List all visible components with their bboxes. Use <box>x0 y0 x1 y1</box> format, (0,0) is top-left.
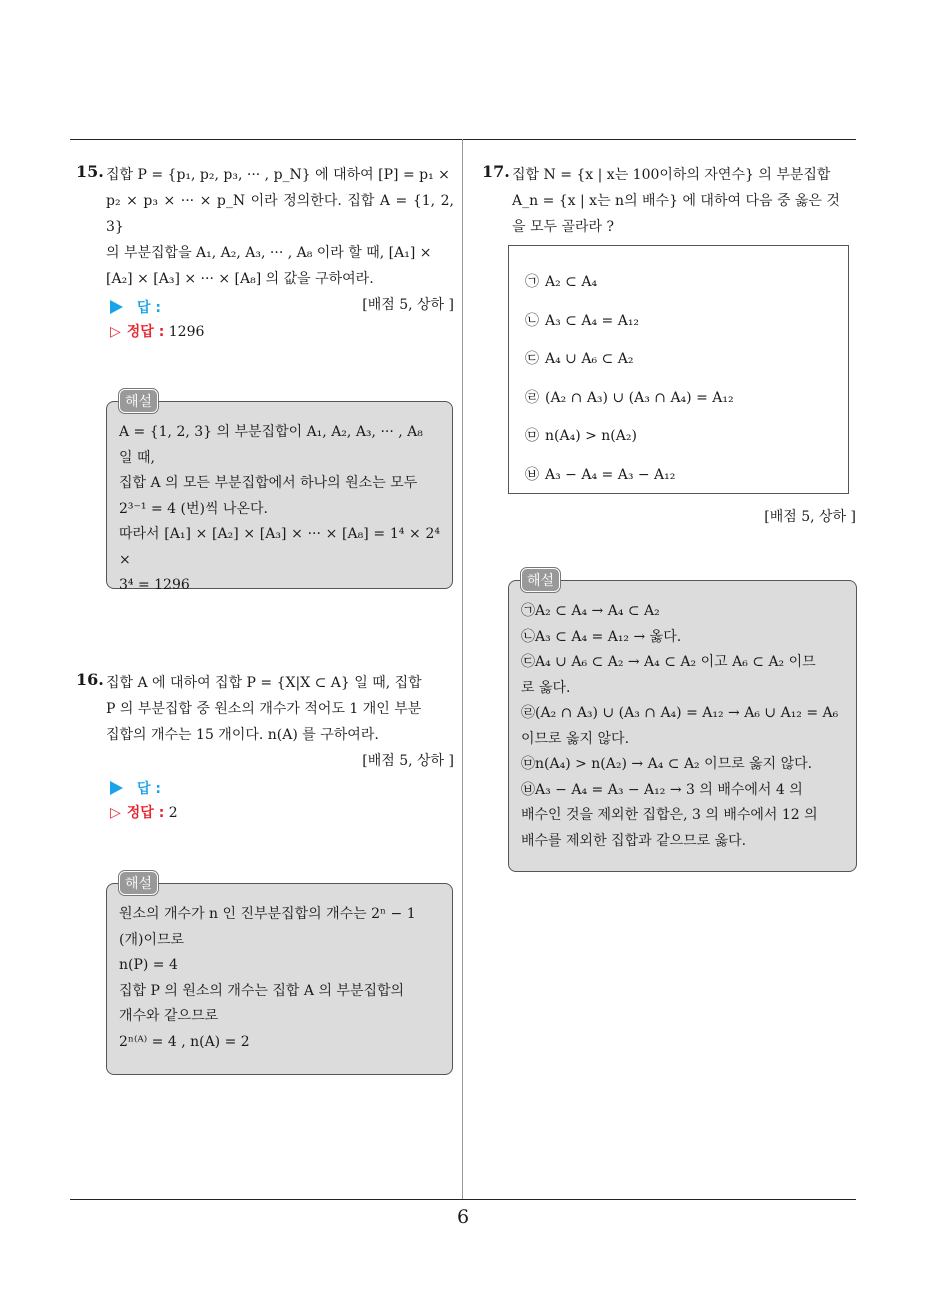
solution-line: 따라서 [A₁] × [A₂] × [A₃] × ··· × [A₈] = 1⁴ × 2⁴ × <box>119 526 440 568</box>
correct-label: 정답 : <box>126 805 165 821</box>
option-mark: ㉥ <box>525 467 539 483</box>
problem-15 <box>70 162 454 316</box>
option-item <box>525 272 597 292</box>
correct-answer-line <box>110 320 454 344</box>
solution-line: ㉡A₃ ⊂ A₄ = A₁₂ → 옳다. <box>521 628 682 645</box>
column-divider <box>462 139 463 1199</box>
problem-line: 을 모두 골라라 ? <box>512 219 615 235</box>
option-item <box>525 388 734 408</box>
option-mark: ㉡ <box>525 313 539 329</box>
play-triangle-icon <box>110 781 123 795</box>
problem-line: p₂ × p₃ × ··· × p_N 이라 정의한다. 집합 A = {1, 2, 3} <box>106 193 454 235</box>
problem-line: 집합 N = {x | x는 100이하의 자연수} 의 부분집합 <box>512 167 831 183</box>
solution-line: 일 때, <box>119 449 155 466</box>
correct-label: 정답 : <box>126 324 165 340</box>
solution-tag: 해설 <box>119 871 158 895</box>
options-box <box>508 245 849 494</box>
problem-number: 17. <box>482 162 510 181</box>
solution-tag: 해설 <box>521 568 560 592</box>
option-text: A₃ ⊂ A₄ = A₁₂ <box>545 313 640 329</box>
problem-line: P 의 부분집합 중 원소의 개수가 적어도 1 개인 부분 <box>106 701 422 717</box>
problem-line: [A₂] × [A₃] × ··· × [A₈] 의 값을 구하여라. <box>106 271 374 287</box>
problem-text <box>512 162 856 240</box>
solution-line: 이므로 옳지 않다. <box>521 730 630 747</box>
answer-line[interactable] <box>110 296 454 320</box>
solution-box-15 <box>106 394 453 593</box>
solution-line: ㉤n(A₄) > n(A₂) → A₄ ⊂ A₂ 이므로 옳지 않다. <box>521 756 813 772</box>
solution-line: 집합 P 의 원소의 개수는 집합 A 의 부분집합의 <box>119 982 405 999</box>
option-mark: ㉠ <box>525 274 539 290</box>
problem-number: 16. <box>76 670 104 689</box>
answer-area-16 <box>70 777 454 825</box>
option-text: (A₂ ∩ A₃) ∪ (A₃ ∩ A₄) = A₁₂ <box>545 390 734 406</box>
option-text: n(A₄) > n(A₂) <box>545 428 637 444</box>
points-label: [배점 5, 상하 ] <box>362 753 454 769</box>
answer-label: 답 : <box>137 300 161 316</box>
points-label: [배점 5, 상하 ] <box>362 297 454 313</box>
problem-text <box>106 162 454 292</box>
problem-line: 집합 P = {p₁, p₂, p₃, ··· , p_N} 에 대하여 [P] = p₁ × <box>106 167 450 183</box>
solution-tag: 해설 <box>119 389 158 413</box>
problem-17 <box>476 162 856 240</box>
correct-value: 2 <box>168 805 178 821</box>
page-number: 6 <box>456 1206 470 1228</box>
problem-line: A_n = {x | x는 n의 배수} 에 대하여 다음 중 옳은 것 <box>512 193 840 209</box>
solution-box-16 <box>106 876 453 1075</box>
option-item <box>525 465 675 485</box>
top-rule <box>70 139 856 140</box>
solution-line: (개)이므로 <box>119 931 185 948</box>
solution-line: 배수인 것을 제외한 집합은, 3 의 배수에서 12 의 <box>521 807 818 823</box>
correct-value: 1296 <box>168 324 205 340</box>
solution-line: 개수와 같으므로 <box>119 1008 219 1024</box>
answer-area-15 <box>70 296 454 344</box>
option-item <box>525 426 637 446</box>
solution-box-17 <box>508 573 857 872</box>
solution-line: ㉣(A₂ ∩ A₃) ∪ (A₃ ∩ A₄) = A₁₂ → A₆ ∪ A₁₂ = A₆ <box>521 705 839 721</box>
solution-line: 집합 A 의 모든 부분집합에서 하나의 원소는 모두 <box>119 475 418 491</box>
option-text: A₂ ⊂ A₄ <box>545 274 598 290</box>
points-label: [배점 5, 상하 ] <box>764 509 856 525</box>
correct-answer-line <box>110 801 454 825</box>
solution-line: 2³⁻¹ = 4 (번)씩 나온다. <box>119 500 268 517</box>
option-mark: ㉢ <box>525 351 539 367</box>
option-text: A₄ ∪ A₆ ⊂ A₂ <box>545 351 634 367</box>
problem-16 <box>70 670 454 772</box>
option-mark: ㉤ <box>525 428 539 444</box>
option-item <box>525 349 633 369</box>
problem-number: 15. <box>76 162 104 181</box>
outline-triangle-icon: ▷ <box>110 805 121 821</box>
solution-line: 3⁴ = 1296 <box>119 577 190 593</box>
problem-line: 의 부분집합을 A₁, A₂, A₃, ··· , A₈ 이라 할 때, [A₁] × <box>106 245 432 261</box>
solution-line: ㉥A₃ − A₄ = A₃ − A₁₂ → 3 의 배수에서 4 의 <box>521 781 803 798</box>
problem-line: 집합의 개수는 15 개이다. n(A) 를 구하여라. <box>106 727 379 743</box>
outline-triangle-icon: ▷ <box>110 324 121 340</box>
solution-line: ㉢A₄ ∪ A₆ ⊂ A₂ → A₄ ⊂ A₂ 이고 A₆ ⊂ A₂ 이므 <box>521 654 816 670</box>
problem-text <box>106 670 454 748</box>
answer-line[interactable] <box>110 777 454 801</box>
solution-line: 원소의 개수가 n 인 진부분집합의 개수는 2ⁿ − 1 <box>119 906 416 922</box>
solution-line: 2ⁿ⁽ᴬ⁾ = 4 , n(A) = 2 <box>119 1033 250 1050</box>
bottom-rule <box>70 1199 856 1200</box>
option-item <box>525 311 639 331</box>
solution-line: n(P) = 4 <box>119 957 178 973</box>
problem-line: 집합 A 에 대하여 집합 P = {X|X ⊂ A} 일 때, 집합 <box>106 675 422 691</box>
play-triangle-icon <box>110 300 123 314</box>
answer-label: 답 : <box>137 781 161 797</box>
option-mark: ㉣ <box>525 390 539 406</box>
solution-line: 배수를 제외한 집합과 같으므로 옳다. <box>521 832 747 849</box>
solution-line: A = {1, 2, 3} 의 부분집합이 A₁, A₂, A₃, ··· , A₈ <box>119 424 423 440</box>
option-text: A₃ − A₄ = A₃ − A₁₂ <box>545 467 676 483</box>
solution-line: ㉠A₂ ⊂ A₄ → A₄ ⊂ A₂ <box>521 603 660 619</box>
solution-line: 로 옳다. <box>521 679 571 696</box>
